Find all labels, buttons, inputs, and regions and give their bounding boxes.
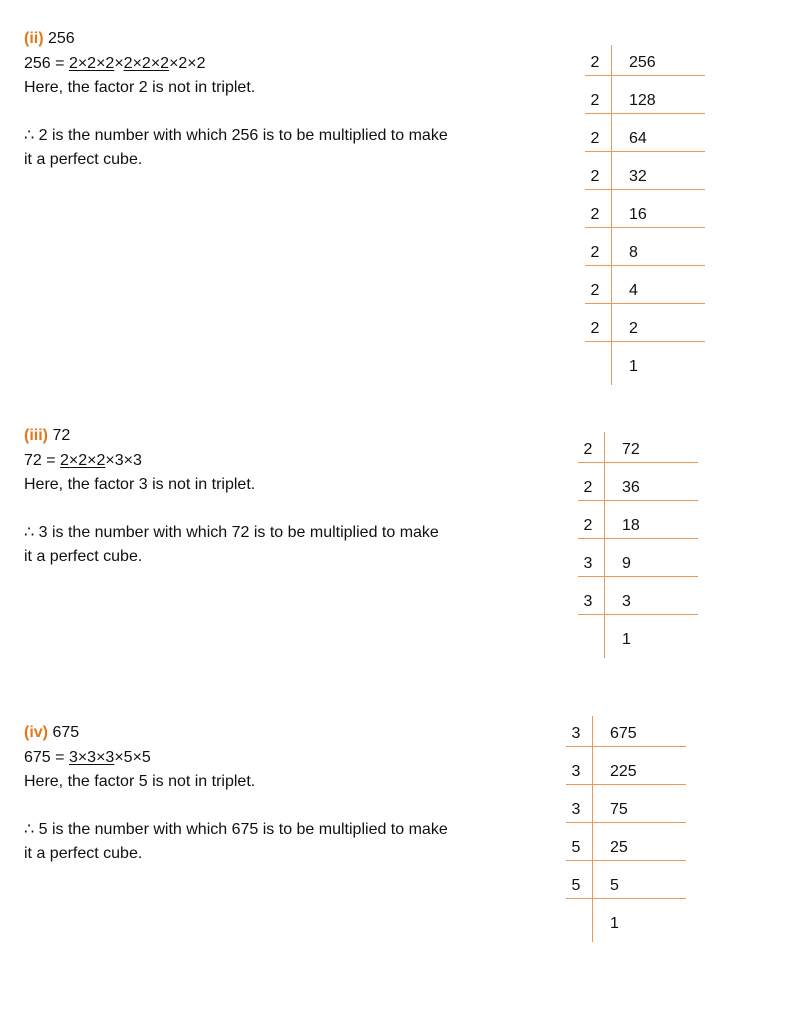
eq-part: × — [114, 55, 124, 72]
divisor: 2 — [590, 54, 600, 71]
section-heading — [24, 27, 544, 51]
equation — [24, 746, 544, 770]
dividend: 225 — [610, 763, 637, 780]
divisor: 3 — [571, 763, 581, 780]
dividend: 1 — [629, 358, 638, 375]
division-rule — [566, 898, 686, 899]
divisor: 3 — [583, 555, 593, 572]
dividend: 9 — [622, 555, 631, 572]
divisor: 2 — [590, 92, 600, 109]
division-rule — [566, 822, 686, 823]
conclusion-line-2: it a perfect cube. — [24, 845, 143, 862]
statement: Here, the factor 2 is not in triplet. — [24, 79, 256, 96]
conclusion-line-1: ∴ 2 is the number with which 256 is to be multiplied to make — [24, 127, 448, 144]
equation-lhs: 256 = — [24, 55, 69, 72]
dividend: 675 — [610, 725, 637, 742]
divisor: 2 — [583, 479, 593, 496]
divisor: 3 — [571, 801, 581, 818]
dividend: 1 — [610, 915, 619, 932]
conclusion-line-2: it a perfect cube. — [24, 548, 143, 565]
dividend: 1 — [622, 631, 631, 648]
dividend: 16 — [629, 206, 647, 223]
divisor: 2 — [590, 282, 600, 299]
eq-part: ×3×3 — [105, 452, 142, 469]
roman-numeral: (iii) — [24, 427, 48, 444]
dividend: 36 — [622, 479, 640, 496]
divisor: 3 — [571, 725, 581, 742]
eq-part: ×2×2 — [169, 55, 206, 72]
division-rule — [578, 500, 698, 501]
dividend: 25 — [610, 839, 628, 856]
divisor: 5 — [571, 839, 581, 856]
eq-part: 3×3×3 — [68, 749, 115, 766]
dividend: 128 — [629, 92, 656, 109]
section-number: 675 — [52, 724, 80, 741]
divisor: 2 — [590, 206, 600, 223]
divisor: 2 — [590, 244, 600, 261]
statement: Here, the factor 5 is not in triplet. — [24, 773, 256, 790]
equation-lhs: 675 = — [24, 749, 69, 766]
dividend: 4 — [629, 282, 638, 299]
division-rule — [566, 860, 686, 861]
roman-numeral: (ii) — [24, 30, 44, 47]
division-rule — [585, 151, 705, 152]
division-vertical-line — [592, 716, 593, 942]
division-rule — [578, 538, 698, 539]
dividend: 3 — [622, 593, 631, 610]
section-iii — [24, 424, 544, 569]
section-heading — [24, 721, 544, 745]
section-heading — [24, 424, 544, 448]
division-vertical-line — [611, 45, 612, 385]
dividend: 72 — [622, 441, 640, 458]
division-rule — [585, 75, 705, 76]
division-rule — [566, 746, 686, 747]
statement: Here, the factor 3 is not in triplet. — [24, 476, 256, 493]
division-rule — [578, 614, 698, 615]
dividend: 256 — [629, 54, 656, 71]
divisor: 2 — [583, 441, 593, 458]
division-rule — [585, 303, 705, 304]
divisor: 2 — [590, 168, 600, 185]
dividend: 5 — [610, 877, 619, 894]
division-rule — [578, 462, 698, 463]
division-rule — [578, 576, 698, 577]
eq-part: 2×2×2 — [123, 55, 170, 72]
dividend: 2 — [629, 320, 638, 337]
division-rule — [585, 341, 705, 342]
section-number: 72 — [52, 427, 71, 444]
dividend: 18 — [622, 517, 640, 534]
divisor: 2 — [590, 320, 600, 337]
division-rule — [585, 189, 705, 190]
division-vertical-line — [604, 432, 605, 658]
dividend: 64 — [629, 130, 647, 147]
dividend: 75 — [610, 801, 628, 818]
equation-lhs: 72 = — [24, 452, 61, 469]
dividend: 8 — [629, 244, 638, 261]
division-rule — [566, 784, 686, 785]
conclusion-line-1: ∴ 3 is the number with which 72 is to be multiplied to make — [24, 524, 439, 541]
equation — [24, 52, 544, 76]
conclusion-line-2: it a perfect cube. — [24, 151, 143, 168]
divisor: 2 — [583, 517, 593, 534]
section-number: 256 — [48, 30, 75, 47]
divisor: 5 — [571, 877, 581, 894]
roman-numeral: (iv) — [24, 724, 48, 741]
section-ii — [24, 27, 544, 172]
division-rule — [585, 113, 705, 114]
division-rule — [585, 265, 705, 266]
eq-part: 2×2×2 — [60, 452, 106, 469]
eq-part: ×5×5 — [114, 749, 151, 766]
dividend: 32 — [629, 168, 647, 185]
conclusion-line-1: ∴ 5 is the number with which 675 is to be multiplied to make — [24, 821, 448, 838]
division-rule — [585, 227, 705, 228]
eq-part: 2×2×2 — [68, 55, 115, 72]
section-iv — [24, 721, 544, 866]
divisor: 3 — [583, 593, 593, 610]
divisor: 2 — [590, 130, 600, 147]
equation — [24, 449, 544, 473]
